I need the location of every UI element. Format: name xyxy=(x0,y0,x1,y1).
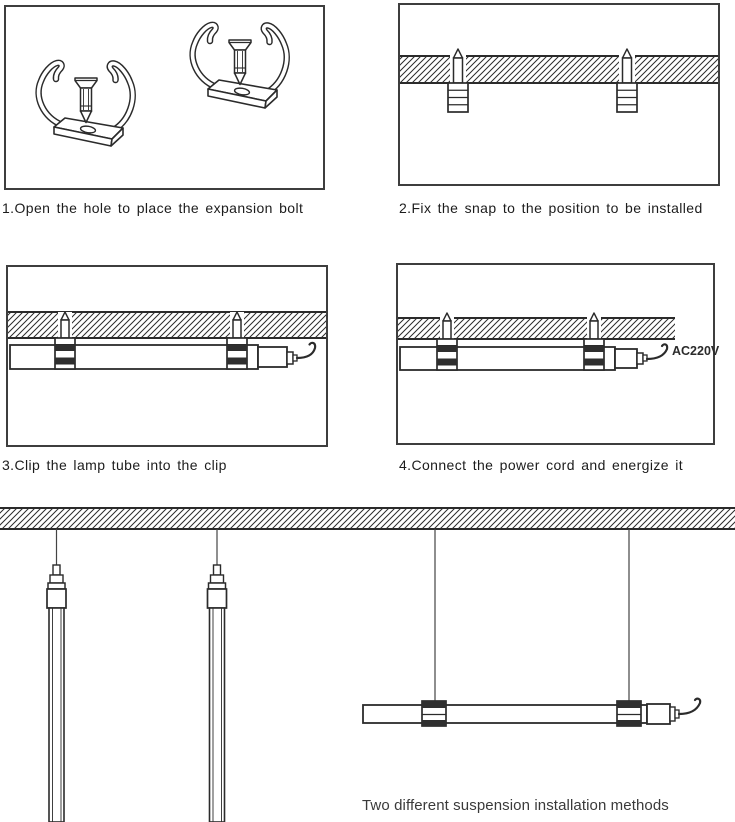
spring-clip-left xyxy=(39,63,133,146)
tube-end-cap xyxy=(647,704,670,724)
step4-caption: 4.Connect the power cord and energize it xyxy=(399,457,684,473)
tube-clipping-diagram xyxy=(8,267,326,445)
step3-caption: 3.Clip the lamp tube into the clip xyxy=(2,457,227,473)
horizontal-suspended-tube xyxy=(363,529,700,726)
snap-clip-right xyxy=(584,313,604,370)
power-cord xyxy=(647,344,667,359)
power-connector xyxy=(287,352,297,364)
ceiling-hatch xyxy=(8,312,326,338)
step1-panel xyxy=(4,5,325,190)
suspension-caption: Two different suspension installation methods xyxy=(362,797,669,814)
power-cord xyxy=(297,343,315,358)
power-connection-diagram xyxy=(398,265,713,443)
snap-clip-left xyxy=(437,313,457,370)
tube-end-cap xyxy=(258,347,287,367)
vertical-suspended-tube-1 xyxy=(47,529,66,822)
power-connector xyxy=(670,707,675,721)
step4-panel xyxy=(396,263,715,445)
lamp-tube xyxy=(400,347,615,370)
voltage-label: AC220V xyxy=(672,344,720,358)
lamp-tube xyxy=(10,345,258,369)
ceiling-hatch xyxy=(0,508,735,529)
tube-end-cap xyxy=(615,349,637,368)
snap-clip-right xyxy=(227,312,247,369)
vertical-suspended-tube-2 xyxy=(208,529,227,822)
snap-clip-right xyxy=(617,47,637,112)
hanging-clip-right xyxy=(617,701,641,726)
snap-fixing-diagram xyxy=(400,5,718,184)
step3-panel xyxy=(6,265,328,447)
power-cord xyxy=(679,699,700,714)
power-connector xyxy=(637,353,647,364)
lamp-tube xyxy=(363,705,647,723)
ceiling-hatch xyxy=(400,56,718,83)
step2-panel xyxy=(398,3,720,186)
hanging-clip-left xyxy=(422,701,446,726)
snap-clip-left xyxy=(448,47,468,112)
step2-caption: 2.Fix the snap to the position to be installed xyxy=(399,200,703,216)
suspension-methods-diagram xyxy=(0,495,735,822)
ceiling-hatch xyxy=(398,318,675,339)
snap-clip-left xyxy=(55,312,75,369)
step1-caption: 1.Open the hole to place the expansion bolt xyxy=(2,200,304,216)
spring-clip-right xyxy=(193,25,287,108)
spring-clip-diagram xyxy=(6,7,323,188)
